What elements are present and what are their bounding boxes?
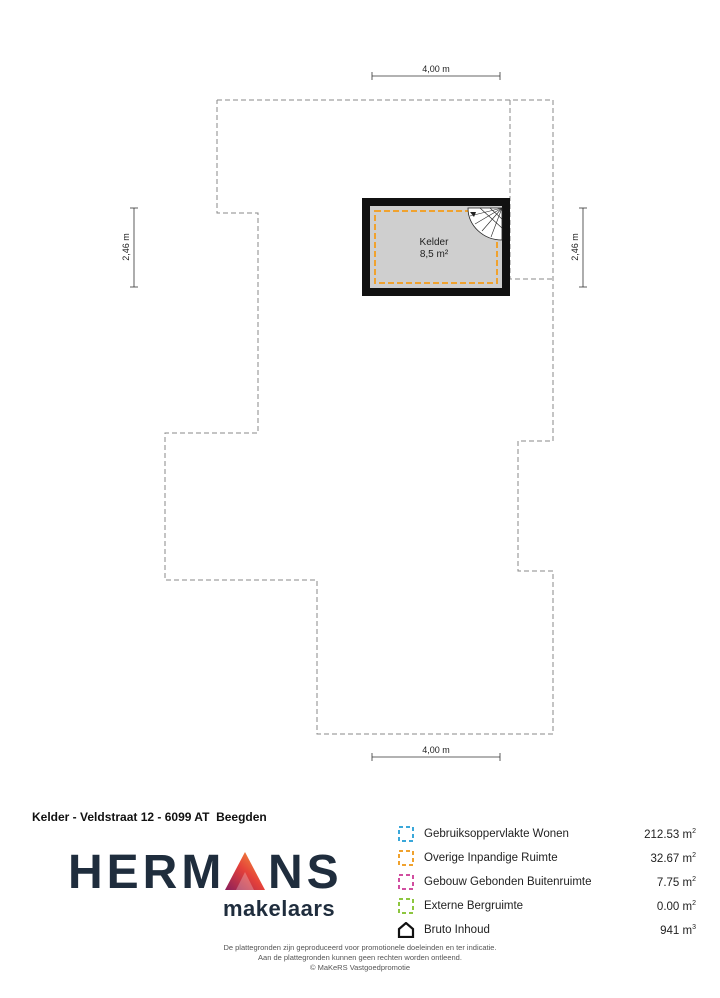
- dashed-square-icon: [396, 850, 418, 866]
- dimension-top: [372, 64, 500, 80]
- dimension-right-label: 2,46 m: [570, 233, 580, 261]
- legend-item: [396, 846, 696, 870]
- dimension-top-label: 4,00 m: [422, 64, 450, 74]
- room-area: 8,5 m²: [419, 249, 449, 260]
- legend-value: 212.53 $m^2$: [644, 827, 696, 841]
- dimension-bottom-label: 4,00 m: [422, 745, 450, 755]
- company-logo: [68, 846, 358, 926]
- dimension-bottom: [372, 745, 500, 761]
- dimension-left: [121, 208, 138, 287]
- legend-item: [396, 822, 696, 846]
- house-outline-icon: [396, 922, 418, 938]
- dashed-square-icon: [396, 898, 418, 914]
- legend-label: Externe Bergruimte: [424, 900, 524, 912]
- logo-subtitle: makelaars: [223, 896, 336, 921]
- legend-label: Bruto Inhoud: [424, 924, 490, 936]
- legend-item: [396, 918, 696, 942]
- dashed-square-icon: [396, 826, 418, 842]
- legend-value: 7.75 $m^2$: [656, 875, 696, 889]
- copyright-line: © MaKeRS Vastgoedpromotie: [309, 963, 411, 972]
- legend-label: Gebruiksoppervlakte Wonen: [424, 828, 569, 840]
- legend-item: [396, 894, 696, 918]
- legend-label: Overige Inpandige Ruimte: [424, 852, 558, 864]
- legend-label: Gebouw Gebonden Buitenruimte: [424, 876, 592, 888]
- svg-text:HERM: HERM: [68, 846, 226, 899]
- dimension-right: [570, 208, 587, 287]
- interior-dashed-line: [510, 100, 553, 279]
- plan-caption: Kelder - Veldstraat 12 - 6099 AT Beegden: [32, 810, 267, 824]
- area-legend: [396, 822, 696, 942]
- room-kelder: [362, 198, 510, 296]
- legend-value: 941 $m^3$: [660, 923, 696, 937]
- building-outline: [165, 100, 553, 734]
- dashed-square-icon: [396, 874, 418, 890]
- legend-value: 0.00 $m^2$: [656, 899, 696, 913]
- disclaimer-footer: [0, 943, 720, 973]
- room-name: Kelder: [419, 237, 449, 248]
- legend-item: [396, 870, 696, 894]
- disclaimer-line: Aan de plattegronden kunnen geen rechten worden ontleend.: [258, 953, 462, 962]
- legend-value: 32.67 $m^2$: [650, 851, 696, 865]
- svg-text:NS: NS: [268, 846, 343, 899]
- dimension-left-label: 2,46 m: [121, 233, 131, 261]
- disclaimer-line: De plattegronden zijn geproduceerd voor promotionele doeleinden en ter indicatie.: [223, 943, 497, 952]
